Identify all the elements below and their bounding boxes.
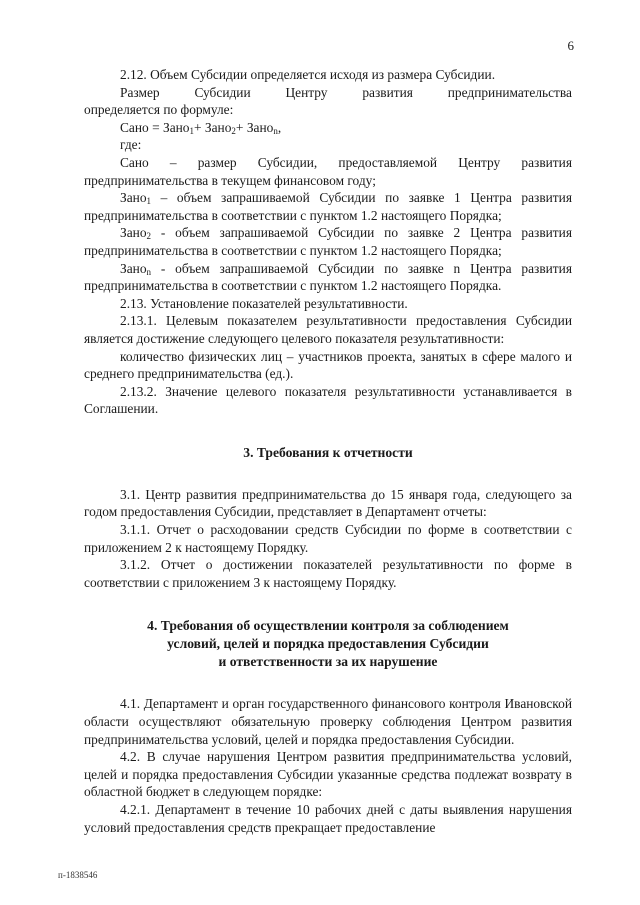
paragraph-4-2-1: 4.2.1. Департамент в течение 10 рабочих дней с даты выявления нарушения условий предоставления средств прекращает предоставление bbox=[84, 802, 572, 835]
paragraph-3-1-2: 3.1.2. Отчет о достижении показателей результативности по форме в соответствии с приложением 3 к настоящему Порядку. bbox=[84, 557, 572, 590]
paragraph-4-2: 4.2. В случае нарушения Центром развития предпринимательства условий, целей и порядка предоставления Субсидии указанные средства подлежат возврату в областной бюджет в следующем порядке: bbox=[84, 749, 572, 800]
paragraph-2-13-2: 2.13.2. Значение целевого показателя результативности устанавливается в Соглашении. bbox=[84, 383, 572, 417]
formula-where-label: где: bbox=[120, 137, 142, 153]
paragraph-2-13-1: 2.13.1. Целевым показателем результативности предоставления Субсидии является достижение следующего целевого показателя результативности: bbox=[84, 313, 572, 346]
document-body bbox=[84, 66, 572, 836]
paragraph-2-12: 2.12. Объем Субсидии определяется исходя из размера Субсидии. bbox=[120, 67, 496, 82]
document-code: п-1838546 bbox=[58, 870, 98, 880]
section-4-title-line1: 4. Требования об осуществлении контроля за соблюдением bbox=[147, 618, 509, 634]
section-4-title bbox=[84, 617, 572, 671]
paragraph-zanon-definition: Зано$_n$ - объем запрашиваемой Субсидии по заявке n Центра развития предпринимательства в соответствии с пунктом 1.2 настоящего Порядка. bbox=[84, 260, 572, 294]
section-4-title-line2: условий, целей и порядка предоставления Субсидии bbox=[167, 636, 489, 652]
paragraph-4-1: 4.1. Департамент и орган государственного финансового контроля Ивановской области осуществляют обязательную проверку соблюдения Центром развития предпринимательства условий, целей и порядка предоставления Субсидии. bbox=[84, 696, 572, 747]
subsidy-formula: Сано = Зано$_1$+ Зано$_2$+ Зано$_n$, bbox=[120, 119, 282, 136]
paragraph-subsidy-size-line2: определяется по формуле: bbox=[84, 102, 234, 118]
paragraph-3-1-1: 3.1.1. Отчет о расходовании средств Субсидии по форме в соответствии с приложением 2 к настоящему Порядку. bbox=[84, 522, 572, 555]
page-number: 6 bbox=[567, 38, 574, 53]
paragraph-sano-definition: Сано – размер Субсидии, предоставляемой Центру развития предпринимательства в текущем финансовом году; bbox=[84, 154, 572, 188]
paragraph-zano2-definition: Зано$_2$ - объем запрашиваемой Субсидии по заявке 2 Центра развития предпринимательства в соответствии с пунктом 1.2 настоящего Порядка; bbox=[84, 225, 572, 258]
paragraph-indicator-count: количество физических лиц – участников проекта, занятых в сфере малого и среднего предпринимательства (ед.). bbox=[84, 348, 572, 382]
paragraph-2-13: 2.13. Установление показателей результативности. bbox=[120, 295, 408, 311]
section-4-title-line3: и ответственности за их нарушение bbox=[218, 654, 438, 670]
section-3-title: 3. Требования к отчетности bbox=[243, 444, 413, 460]
paragraph-3-1: 3.1. Центр развития предпринимательства до 15 января года, следующего за годом предоставления Субсидии, представляет в Департамент отчеты: bbox=[84, 486, 572, 520]
paragraph-zano1-definition: Зано$_1$ – объем запрашиваемой Субсидии по заявке 1 Центра развития предпринимательства в соответствии с пунктом 1.2 настоящего Порядка; bbox=[84, 190, 572, 223]
paragraph-subsidy-size-line1: Размер Субсидии Центру развития предпринимательства bbox=[120, 84, 572, 100]
